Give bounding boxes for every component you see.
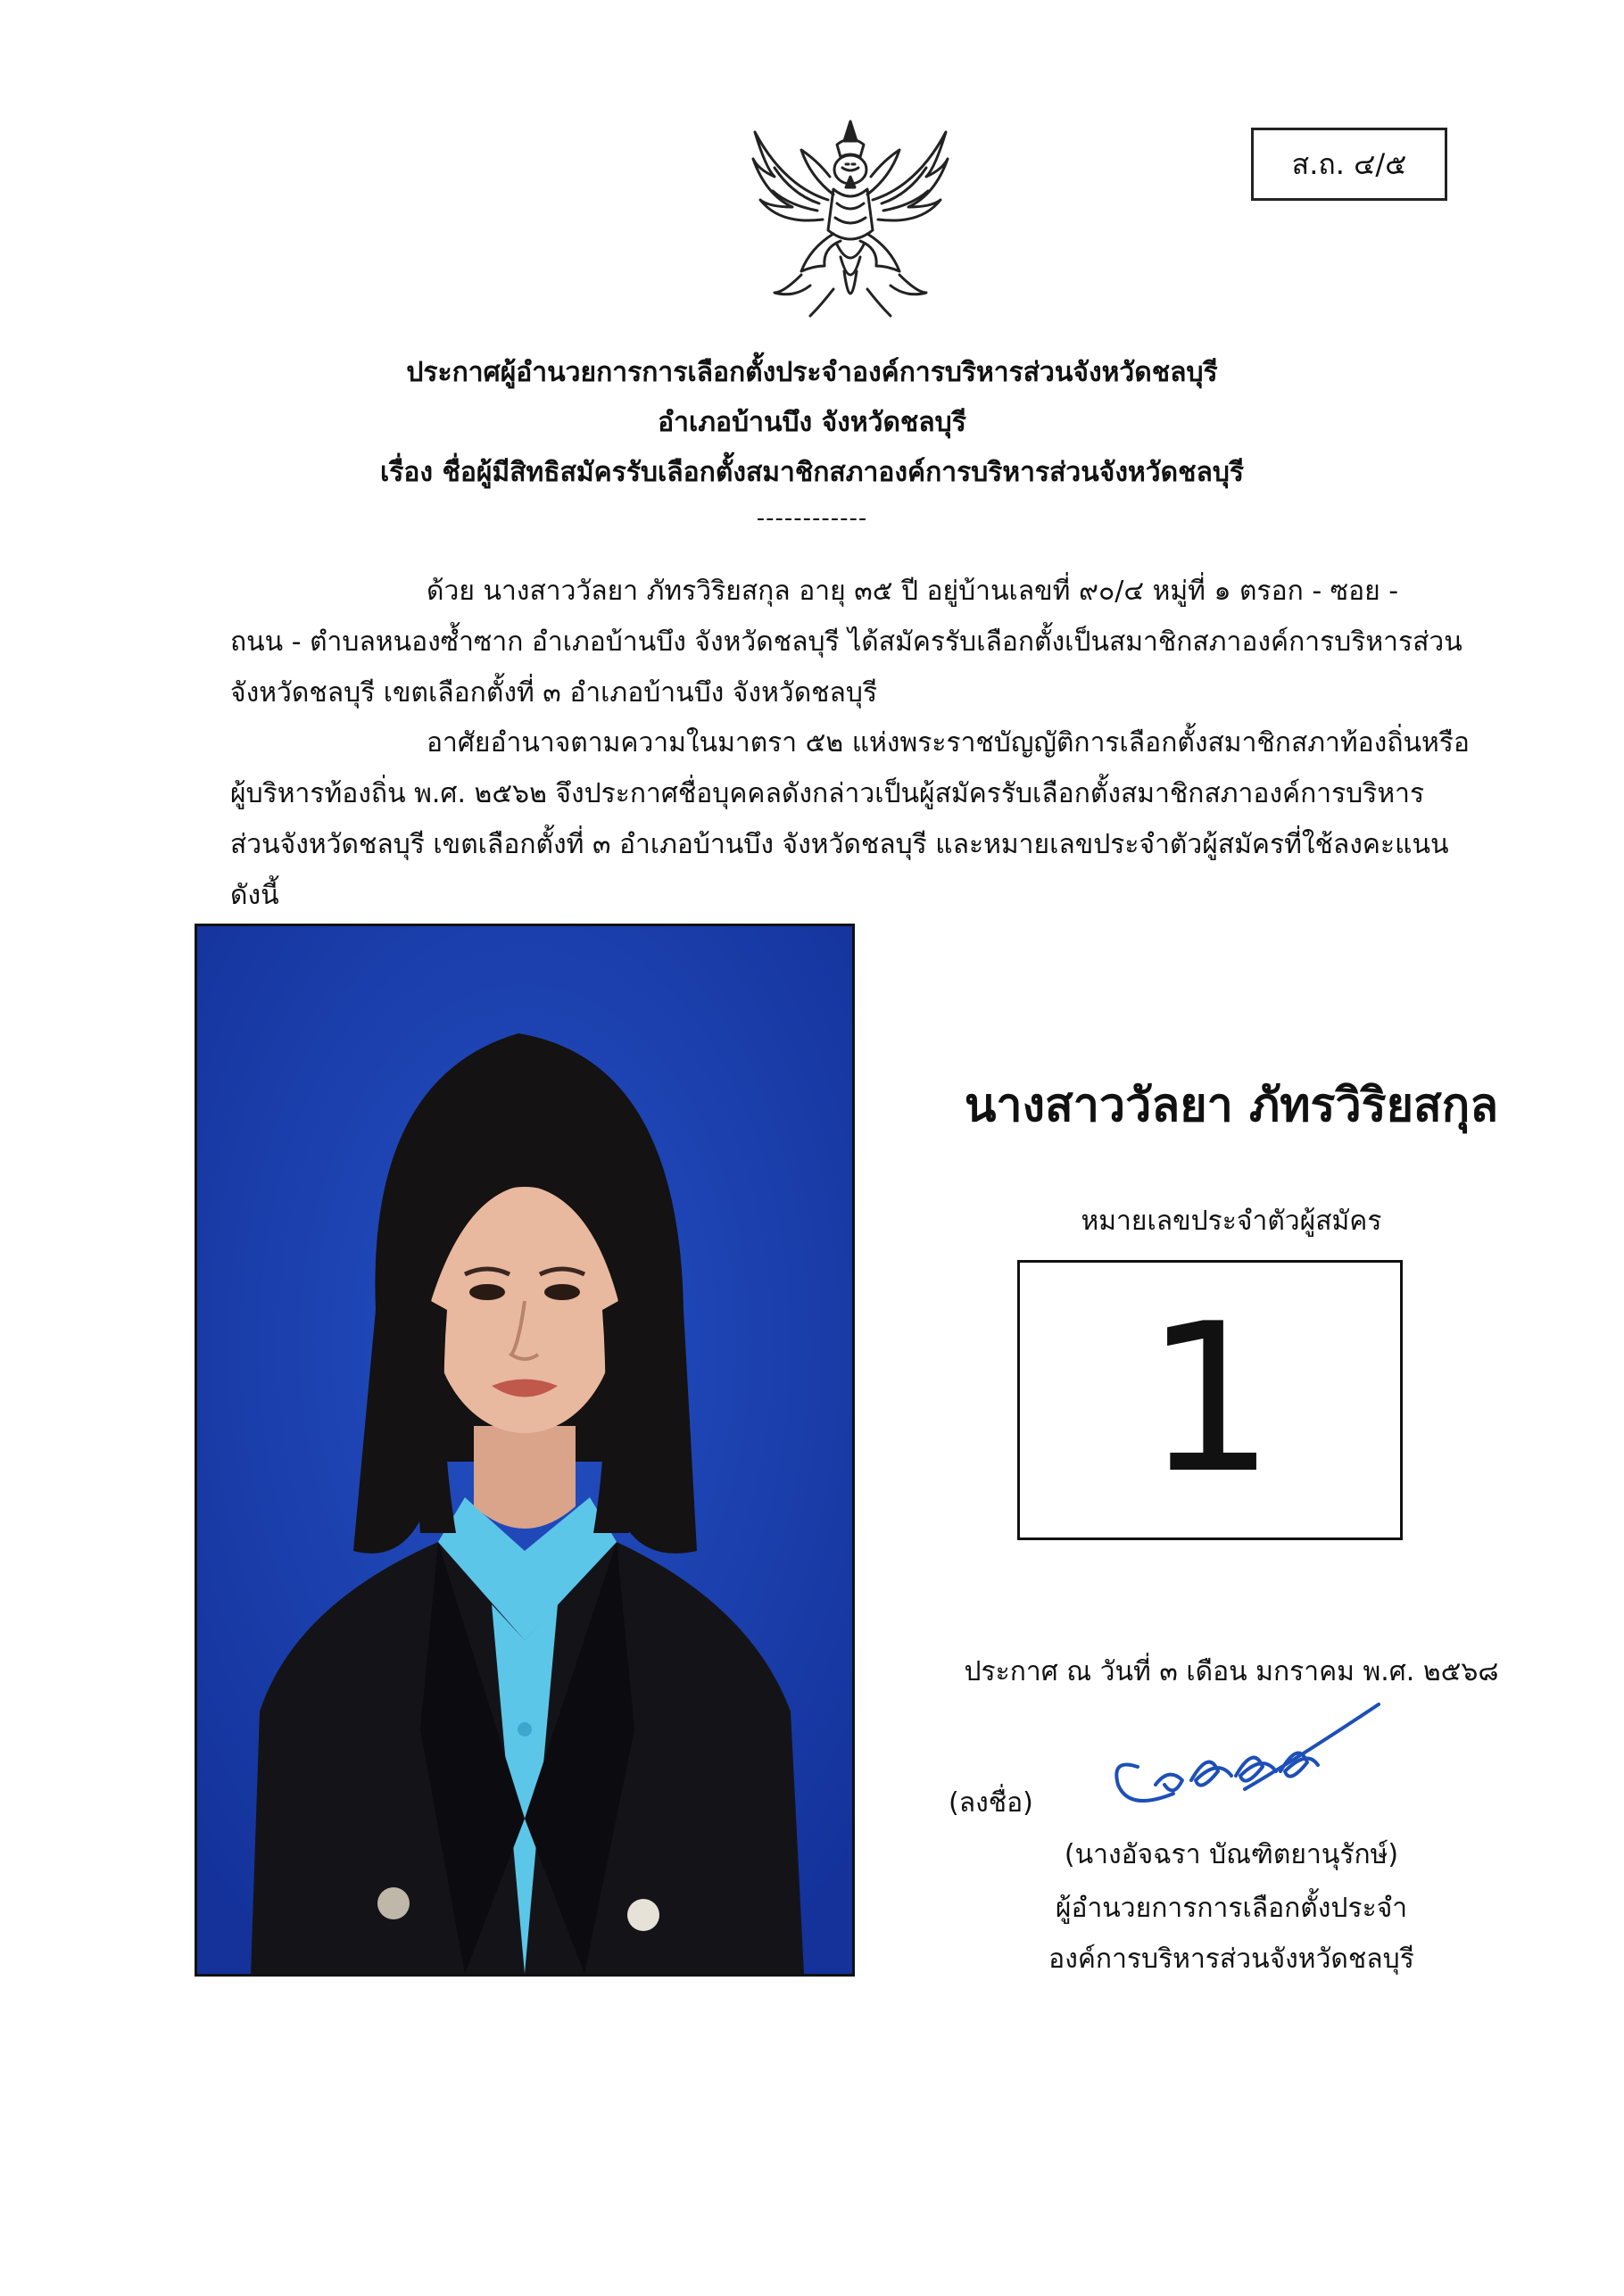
garuda-emblem-icon: [748, 114, 953, 325]
sign-label: (ลงชื่อ): [949, 1787, 1033, 1819]
paragraph-line: ส่วนจังหวัดชลบุรี เขตเลือกตั้งที่ ๓ อำเภอบ้านบึง จังหวัดชลบุรี และหมายเลขประจำตัวผู้สมัครที่ใช้ลงคะแนน: [230, 829, 1449, 860]
signer-name: (นางอัจฉรา บัณฑิตยานุรักษ์): [1064, 1839, 1399, 1870]
candidate-name: นางสาววัลยา ภัทรวิริยสกุล: [964, 1079, 1499, 1132]
heading-line-2: อำเภอบ้านบึง จังหวัดชลบุรี: [658, 407, 966, 438]
paragraph-line: ผู้บริหารท้องถิ่น พ.ศ. ๒๕๖๒ จึงประกาศชื่อบุคคลดังกล่าวเป็นผู้สมัครรับเลือกตั้งสมาชิกสภาองค์การบริหาร: [230, 778, 1425, 809]
paragraph-text: ด้วย นางสาววัลยา ภัทรวิริยสกุล อายุ ๓๕ ปี อยู่บ้านเลขที่ ๙๐/๔ หมู่ที่ ๑ ตรอก - ซอย -: [427, 576, 1399, 607]
signer-title-line-1: ผู้อำนวยการการเลือกตั้งประจำ: [1055, 1893, 1408, 1924]
paragraph-line: [230, 717, 1490, 768]
form-code: ส.ถ. ๔/๕: [1291, 146, 1407, 181]
signature-image: [1084, 1695, 1388, 1820]
paragraph-text: อาศัยอำนาจตามความในมาตรา ๕๒ แห่งพระราชบัญญัติการเลือกตั้งสมาชิกสภาท้องถิ่นหรือ: [427, 727, 1470, 758]
signer-title-line-2: องค์การบริหารส่วนจังหวัดชลบุรี: [1048, 1944, 1414, 1975]
paragraph-line: ดังนี้: [230, 880, 279, 911]
form-code-box: [1251, 128, 1447, 201]
candidate-number: 1: [1144, 1281, 1276, 1519]
candidate-portrait: [197, 926, 852, 1974]
heading-line-1: ประกาศผู้อำนวยการการเลือกตั้งประจำองค์การบริหารส่วนจังหวัดชลบุรี: [406, 357, 1218, 388]
announcement-date: ประกาศ ณ วันที่ ๓ เดือน มกราคม พ.ศ. ๒๕๖๘: [964, 1656, 1499, 1687]
heading-subject: เรื่อง ชื่อผู้มีสิทธิสมัครรับเลือกตั้งสมาชิกสภาองค์การบริหารส่วนจังหวัดชลบุรี: [379, 457, 1244, 488]
paragraph-line: ถนน - ตำบลหนองซ้ำซาก อำเภอบ้านบึง จังหวัดชลบุรี ได้สมัครรับเลือกตั้งเป็นสมาชิกสภาองค์การบริหารส่วน: [230, 626, 1462, 658]
candidate-number-box: [1017, 1260, 1403, 1540]
paragraph-applicant: [230, 566, 1490, 718]
candidate-photo: [195, 924, 855, 1977]
candidate-number-label: หมายเลขประจำตัวผู้สมัคร: [1081, 1206, 1382, 1237]
paragraph-line: [230, 566, 1490, 617]
paragraph-line: จังหวัดชลบุรี เขตเลือกตั้งที่ ๓ อำเภอบ้านบึง จังหวัดชลบุรี: [230, 677, 878, 709]
heading-divider: ------------: [756, 505, 868, 532]
paragraph-authority: [230, 717, 1490, 921]
